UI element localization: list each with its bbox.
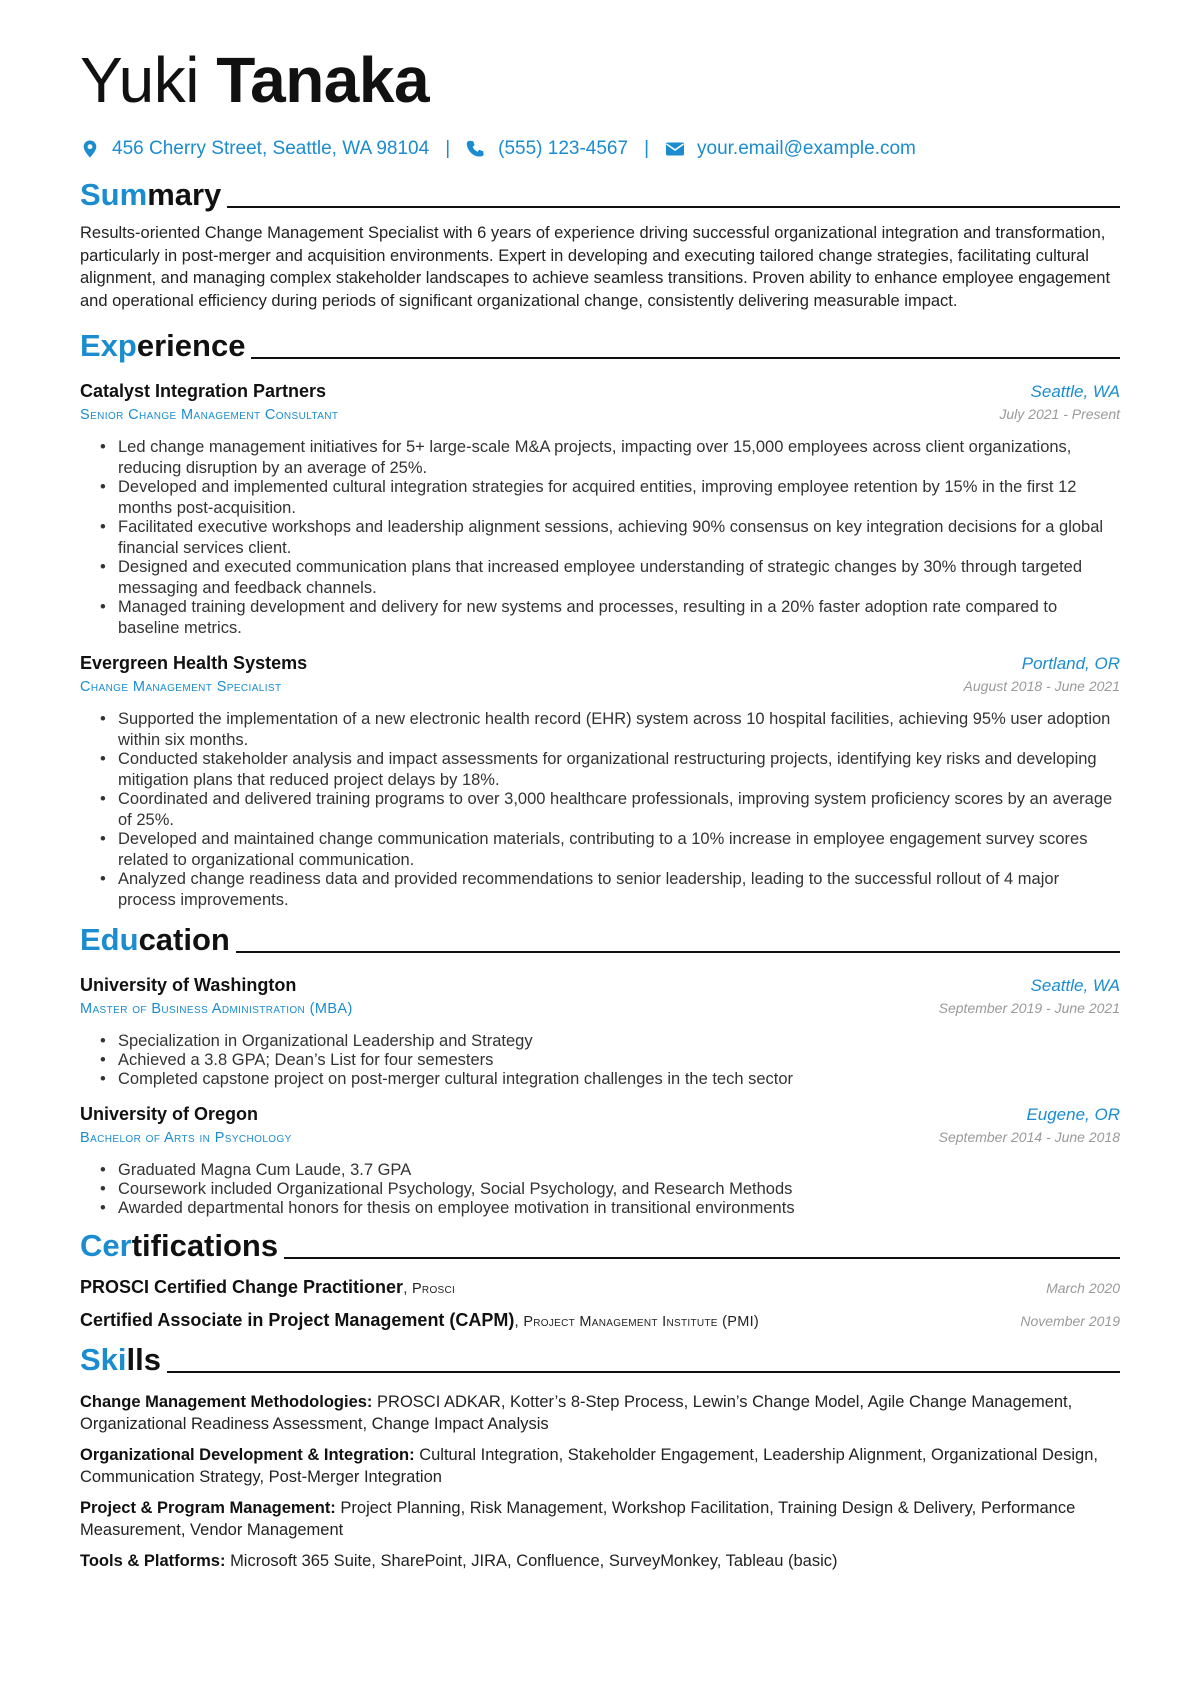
degree: Master of Business Administration (MBA): [80, 1000, 353, 1017]
experience-heading: [80, 325, 1120, 365]
skill-label: Change Management Methodologies:: [80, 1392, 373, 1411]
candidate-name: [80, 38, 1120, 122]
school-location: Eugene, OR: [1026, 1104, 1120, 1124]
email-text: your.email@example.com: [697, 138, 916, 159]
experience-entry: [80, 379, 1120, 639]
school-location: Seattle, WA: [1030, 975, 1120, 995]
certification-item: PROSCI Certified Change Practitioner, Prosci March 2020: [80, 1276, 1120, 1297]
contact-separator: |: [644, 138, 650, 159]
list-item: • Completed capstone project on post-merger cultural integration challenges in the tech sector: [100, 1069, 1120, 1090]
contact-phone[interactable]: [466, 138, 628, 160]
section-title: Education: [80, 921, 230, 957]
cert-issuer: Prosci: [411, 1280, 456, 1297]
skill-label: Tools & Platforms:: [80, 1551, 226, 1570]
skill-values: Project Planning, Risk Management, Workshop Facilitation, Training Design & Delivery, Performance Measurement, Vendor Management: [80, 1498, 1076, 1540]
list-item: • Coursework included Organizational Psychology, Social Psychology, and Research Methods: [100, 1179, 1120, 1200]
school-bullets: [80, 1031, 1120, 1090]
first-name: Yuki: [80, 44, 199, 116]
list-item: • Developed and maintained change communication materials, contributing to a 10% increase in employee engagement survey scores related to organizational communication.: [100, 829, 1120, 871]
cert-name: Certified Associate in Project Management (CAPM): [80, 1309, 515, 1330]
employer-name: Evergreen Health Systems: [80, 652, 308, 673]
list-item: • Awarded departmental honors for thesis on employee motivation in transitional environments: [100, 1198, 1120, 1219]
list-item: • Supported the implementation of a new electronic health record (EHR) system across 10 hospital facilities, achieving 95% user adoption within six months.: [100, 709, 1120, 751]
section-title: Experience: [80, 327, 246, 363]
skill-values: Cultural Integration, Stakeholder Engagement, Leadership Alignment, Organizational Design, Communication Strategy, Post-Merger Integration: [80, 1445, 1098, 1487]
section-rule: [236, 951, 1120, 953]
phone-icon: [466, 139, 486, 159]
section-rule: [251, 357, 1120, 359]
employer-name: Catalyst Integration Partners: [80, 380, 327, 401]
contact-separator: |: [445, 138, 451, 159]
list-item: • Managed training development and delivery for new systems and processes, resulting in a 20% faster adoption rate compared to baseline metrics.: [100, 597, 1120, 639]
skill-group: [80, 1444, 1120, 1489]
section-rule: [227, 206, 1120, 208]
resume-page: [80, 38, 1120, 1572]
job-dates: July 2021 - Present: [999, 405, 1120, 422]
school-dates: September 2019 - June 2021: [938, 999, 1120, 1016]
skill-group: [80, 1550, 1120, 1573]
list-item: • Coordinated and delivered training programs to over 3,000 healthcare professionals, improving system proficiency scores by an average of 25%.: [100, 789, 1120, 831]
skills-heading: [80, 1339, 1120, 1379]
list-item: • Graduated Magna Cum Laude, 3.7 GPA: [100, 1160, 1120, 1181]
job-title: Senior Change Management Consultant: [80, 406, 339, 423]
cert-issuer: Project Management Institute (PMI): [523, 1313, 760, 1330]
education-entry: [80, 1102, 1120, 1219]
cert-date: November 2019: [1020, 1312, 1120, 1329]
degree: Bachelor of Arts in Psychology: [80, 1129, 292, 1146]
address-text: 456 Cherry Street, Seattle, WA 98104: [112, 138, 430, 159]
summary-text: Results-oriented Change Management Specialist with 6 years of experience driving successful organizational integration and transformation, particularly in post-merger and acquisition environments. Expert in developing and executing tailored change strategies, facilitating cultural alignment, and managing complex stakeholder landscapes to achieve seamless transitions. Proven ability to enhance employee engagement and operational efficiency during periods of significant organizational change, consistently delivering measurable impact.: [80, 224, 1111, 311]
certification-item: Certified Associate in Project Management (CAPM), Project Management Institute (PMI) November 2019: [80, 1309, 1120, 1330]
education-heading: [80, 919, 1120, 959]
summary-heading: [80, 174, 1120, 214]
job-bullets: [80, 437, 1120, 639]
list-item: • Conducted stakeholder analysis and impact assessments for organizational restructuring projects, identifying key risks and developing mitigation plans that reduced project delays by 18%.: [100, 749, 1120, 791]
skill-group: [80, 1391, 1120, 1436]
job-title: Change Management Specialist: [80, 678, 282, 695]
school-name: University of Washington: [80, 974, 297, 995]
list-item: • Developed and implemented cultural integration strategies for acquired entities, improving employee retention by 15% in the first 12 months post-acquisition.: [100, 477, 1120, 519]
school-dates: September 2014 - June 2018: [938, 1128, 1120, 1145]
list-item: • Led change management initiatives for 5+ large-scale M&A projects, impacting over 15,000 employees across client organizations, reducing disruption by an average of 25%.: [100, 437, 1120, 479]
section-title: Summary: [80, 177, 222, 212]
section-rule: [167, 1371, 1120, 1373]
certifications-heading: [80, 1225, 1120, 1265]
job-dates: August 2018 - June 2021: [963, 677, 1120, 694]
section-rule: [284, 1257, 1120, 1259]
section-title: Skills: [80, 1341, 161, 1377]
cert-name: PROSCI Certified Change Practitioner: [80, 1276, 404, 1297]
skill-values: Microsoft 365 Suite, SharePoint, JIRA, Confluence, SurveyMonkey, Tableau (basic): [230, 1551, 838, 1570]
skill-group: [80, 1497, 1120, 1542]
job-bullets: [80, 709, 1120, 911]
map-pin-icon: [80, 139, 100, 159]
contact-email[interactable]: [665, 138, 916, 160]
school-name: University of Oregon: [80, 1103, 259, 1124]
job-location: Portland, OR: [1021, 653, 1120, 673]
phone-text: (555) 123-4567: [498, 138, 629, 159]
contact-address: [80, 138, 429, 160]
section-title: Certifications: [80, 1227, 279, 1263]
list-item: • Achieved a 3.8 GPA; Dean’s List for four semesters: [100, 1050, 1120, 1071]
contact-bar: [80, 132, 1120, 166]
job-location: Seattle, WA: [1030, 381, 1120, 401]
education-entry: [80, 973, 1120, 1090]
cert-date: March 2020: [1046, 1279, 1120, 1296]
school-bullets: [80, 1160, 1120, 1219]
list-item: • Facilitated executive workshops and leadership alignment sessions, achieving 90% consensus on key integration decisions for a global financial services client.: [100, 517, 1120, 559]
last-name: Tanaka: [216, 44, 430, 116]
envelope-icon: [665, 139, 685, 159]
skill-label: Organizational Development & Integration:: [80, 1445, 415, 1464]
list-item: • Specialization in Organizational Leadership and Strategy: [100, 1031, 1120, 1052]
list-item: • Analyzed change readiness data and provided recommendations to senior leadership, leading to the successful rollout of 4 major process improvements.: [100, 869, 1120, 911]
skill-values: PROSCI ADKAR, Kotter’s 8-Step Process, Lewin’s Change Model, Agile Change Management, Organizational Readiness Assessment, Change Impact Analysis: [80, 1392, 1073, 1434]
skill-label: Project & Program Management:: [80, 1498, 336, 1517]
experience-entry: [80, 651, 1120, 911]
list-item: • Designed and executed communication plans that increased employee understanding of strategic changes by 30% through targeted messaging and feedback channels.: [100, 557, 1120, 599]
